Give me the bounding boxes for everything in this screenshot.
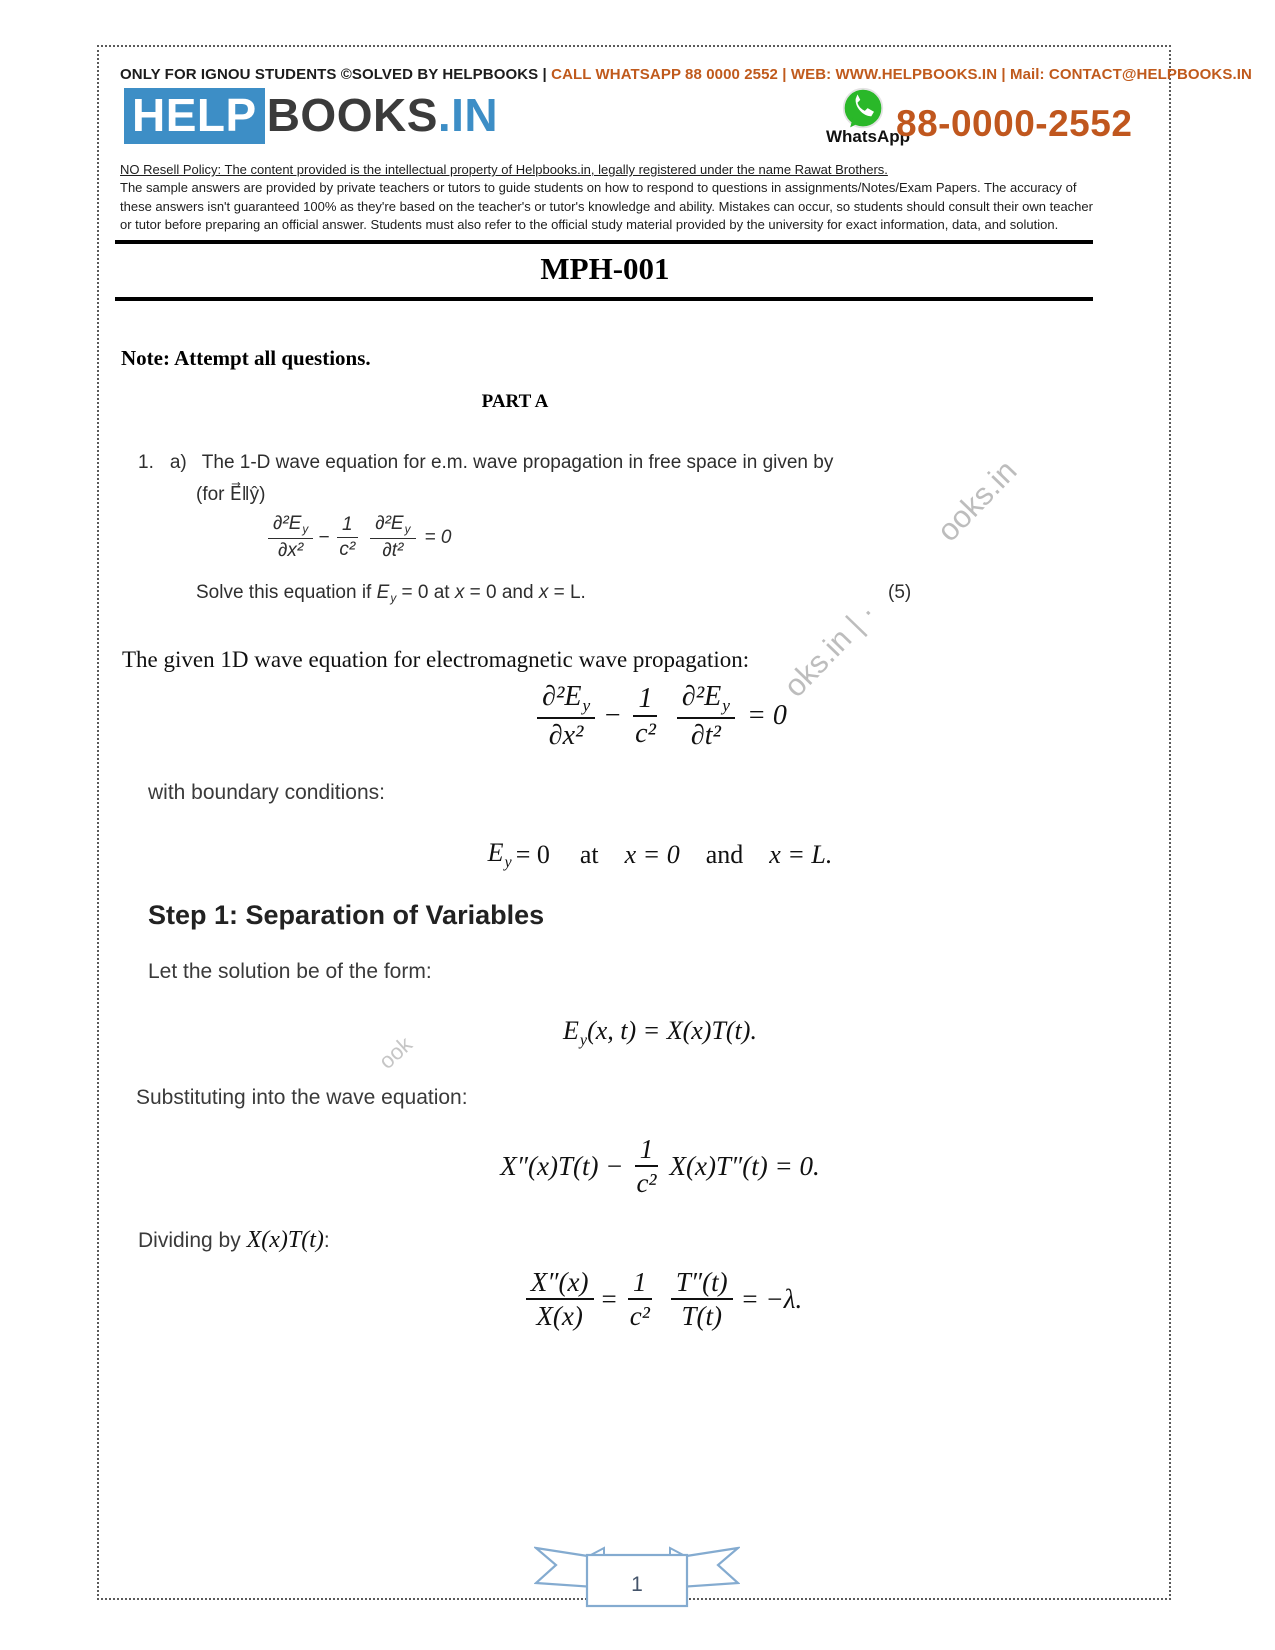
dividing-pre: Dividing by (138, 1229, 247, 1252)
part-a-heading: PART A (481, 391, 549, 412)
E-sub: y (579, 1031, 588, 1049)
fraction-d2Ey-dx2 (268, 514, 313, 561)
denominator: c² (629, 1301, 650, 1332)
equation-rhs: = 0 (424, 526, 452, 548)
disclaimer-policy-line: NO Resell Policy: The content provided is the intellectual property of Helpbooks.in, legally registered under the name Rawat Brothers. (120, 162, 888, 177)
question-text: The 1-D wave equation for e.m. wave propagation in free space in given by (201, 452, 834, 473)
numerator: 1 (628, 1268, 652, 1300)
denominator: ∂t² (382, 540, 404, 562)
whatsapp-number: 88-0000-2552 (896, 103, 1133, 144)
watermark-fragment-1: ooks.in (930, 453, 1024, 549)
page-title: MPH-001 (540, 251, 670, 286)
denominator: ∂x² (548, 720, 584, 752)
denominator: X(x) (536, 1301, 583, 1332)
page-number-ribbon (534, 1542, 740, 1608)
numerator: 1 (337, 515, 358, 538)
numerator: T″(t) (671, 1268, 733, 1300)
question-number: 1. (138, 452, 154, 473)
equals-sign: = (601, 1283, 617, 1314)
watermark-fragment-2: oks.in | · (776, 595, 884, 704)
fraction-1-c2 (625, 1268, 655, 1331)
E-var: E (487, 838, 504, 867)
let-solution-label: Let the solution be of the form: (148, 960, 432, 983)
word-at: at (579, 839, 599, 869)
denominator: c² (339, 539, 356, 561)
numerator-sub: y (404, 523, 411, 537)
marks-badge: (5) (888, 582, 912, 603)
header-separator-2: | (1001, 66, 1006, 83)
solve-instruction (196, 582, 586, 605)
header-contact-line (120, 66, 1252, 83)
disclaimer-body-text: The sample answers are provided by private teachers or tutors to guide students on how to respond to questions in assignments/Notes/Exam Papers. The accuracy of these answers isn't guaranteed 100% as they're based on the teacher's or tutor's knowledge and ability. Mistakes can occur, so students should consult their own teacher or tutor before preparing an official answer. Students must also refer to the official study material provided by the university for exact information, data, and solution. (120, 180, 1093, 233)
equals-zero: = 0 (515, 839, 550, 869)
step1-heading: Step 1: Separation of Variables (148, 900, 545, 930)
fraction-1-c2 (631, 1135, 661, 1198)
horizontal-rule-top (115, 240, 1093, 244)
page-number: 1 (631, 1573, 643, 1596)
dividing-label (138, 1227, 330, 1254)
fraction-1-c2 (630, 684, 661, 749)
header-call-text: CALL WHATSAPP 88 0000 2552 (551, 66, 779, 83)
numerator-sub: y (722, 696, 730, 716)
numerator: X″(x) (526, 1268, 594, 1300)
substituting-label: Substituting into the wave equation: (136, 1086, 468, 1109)
disclaimer-block (120, 161, 1098, 235)
solve-m1: = 0 and (464, 582, 539, 603)
horizontal-rule-bottom (115, 297, 1093, 301)
dividing-math: X(x)T(t) (246, 1227, 324, 1253)
numerator-sub: y (582, 696, 591, 716)
fraction-1-c2 (334, 515, 360, 560)
wave-equation-display (230, 682, 1090, 751)
answer-intro: The given 1D wave equation for electromagnetic wave propagation: (122, 647, 750, 672)
denominator: c² (635, 718, 656, 750)
solve-x2: x (538, 582, 549, 603)
word-and: and (705, 839, 744, 869)
logo-help-block: HELP (124, 88, 265, 144)
numerator: ∂²E (273, 513, 302, 534)
question-subpart: a) (169, 452, 187, 473)
solve-pre: Solve this equation if (196, 582, 377, 603)
whatsapp-icon (841, 87, 885, 131)
fraction-d2Ey-dt2 (677, 682, 735, 751)
solve-E-sub: y (390, 592, 397, 606)
helpbooks-logo (124, 88, 498, 142)
numerator: ∂²E (681, 681, 722, 712)
denominator: ∂x² (278, 540, 304, 562)
question-row (138, 452, 833, 474)
watermark-fragment-3: ook (373, 1031, 417, 1074)
equals-minus-lambda: = −λ. (740, 1283, 803, 1314)
solve-mid: = 0 at (396, 582, 455, 603)
header-mail-text: Mail: CONTACT@HELPBOOKS.IN (1009, 66, 1252, 83)
substituted-equation (230, 1135, 1090, 1198)
boundary-conditions-label: with boundary conditions: (148, 781, 385, 804)
denominator: ∂t² (690, 720, 721, 752)
solve-E: E (376, 582, 390, 603)
logo-books-text: BOOKS (266, 89, 438, 141)
numerator: ∂²E (542, 681, 582, 712)
whatsapp-label: WhatsApp (826, 127, 911, 146)
fraction-d2Ey-dt2 (370, 514, 415, 561)
fraction-d2Ey-dx2 (537, 682, 595, 751)
solve-m2: = L. (548, 582, 586, 603)
separation-equation (230, 1016, 1090, 1050)
fraction-Xpp-X (526, 1268, 594, 1331)
minus-sign: − (318, 526, 330, 548)
header-separator-1: | (782, 66, 787, 83)
header-web-text: WEB: WWW.HELPBOOKS.IN (790, 66, 998, 83)
numerator: 1 (633, 684, 657, 717)
numerator: 1 (635, 1135, 659, 1167)
x-equals-0: x = 0 (624, 839, 680, 869)
dividing-colon: : (323, 1229, 330, 1252)
denominator: T(t) (681, 1301, 722, 1332)
E-sub: y (504, 853, 512, 871)
boundary-conditions-equation (230, 838, 1090, 872)
E-var: E (563, 1016, 579, 1045)
note-line: Note: Attempt all questions. (121, 346, 371, 370)
question-equation (263, 514, 455, 561)
equation-rhs: = 0 (746, 700, 787, 732)
minus-sign: − (603, 700, 623, 732)
equation-lhs: X″(x)T(t) − (500, 1150, 624, 1181)
equation-rhs: X(x)T″(t) = 0. (669, 1150, 820, 1181)
denominator: c² (636, 1168, 657, 1199)
separated-ratio-equation (230, 1268, 1090, 1331)
numerator: ∂²E (375, 513, 404, 534)
question-for-line: (for E⃗‖ŷ) (196, 484, 266, 505)
solve-x1: x (454, 582, 465, 603)
equation-rest: (x, t) = X(x)T(t). (587, 1016, 757, 1045)
x-equals-L: x = L. (769, 839, 833, 869)
numerator-sub: y (302, 523, 309, 537)
header-black-text: ONLY FOR IGNOU STUDENTS ©SOLVED BY HELPBOOKS | (120, 66, 547, 83)
logo-in-text: .IN (437, 89, 499, 141)
fraction-Tpp-T (671, 1268, 733, 1331)
